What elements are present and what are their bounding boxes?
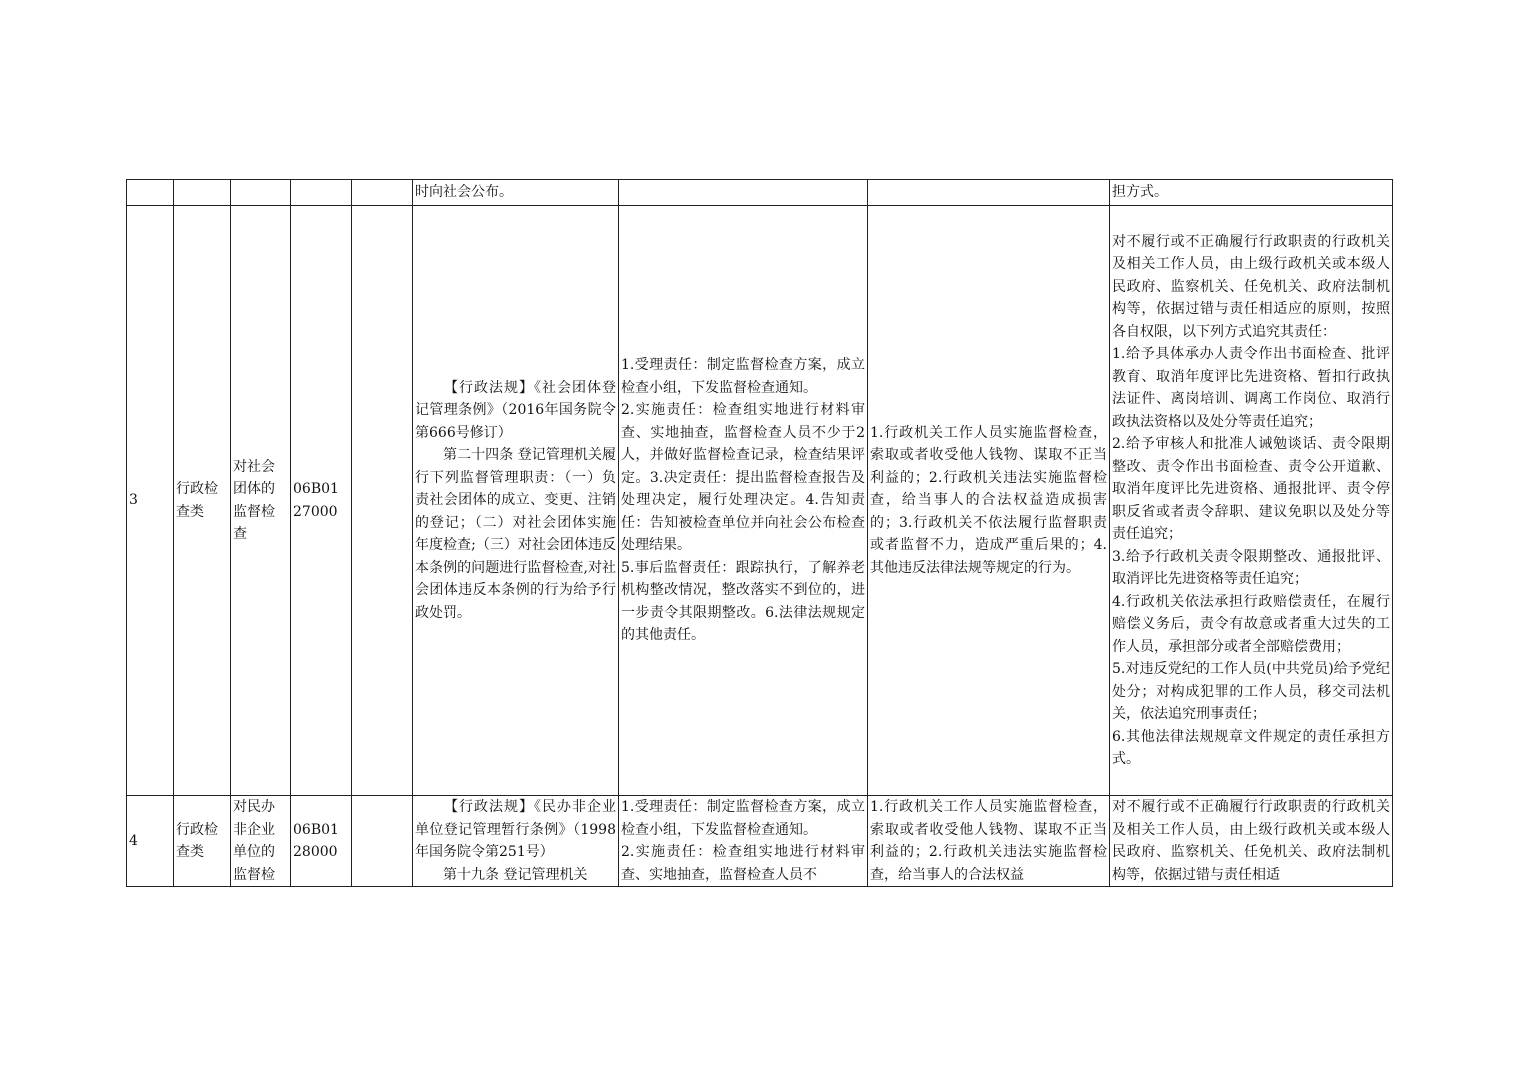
cell-basis: 时向社会公布。 <box>413 180 619 206</box>
cell-code: 06B01 27000 <box>291 206 352 796</box>
cell-situations <box>868 180 1110 206</box>
cell-accountability: 担方式。 <box>1110 180 1393 206</box>
cell-duties <box>619 180 868 206</box>
cell-item: 对社会团体的监督检查 <box>231 206 291 796</box>
cell-item <box>231 180 291 206</box>
cell-sub <box>352 206 413 796</box>
basis-title: 【行政法规】《民办非企业单位登记管理暂行条例》（1998年国务院令第251号） <box>415 799 616 860</box>
cell-basis <box>413 206 619 796</box>
table-row <box>127 796 1393 887</box>
cell-code <box>291 180 352 206</box>
cell-situations: 1.行政机关工作人员实施监督检查，索取或者收受他人钱物、谋取不正当利益的；2.行政机关违法实施监督检查，给当事人的合法权益 <box>868 796 1110 887</box>
cell-no <box>127 180 174 206</box>
basis-title: 【行政法规】《社会团体登记管理条例》（2016年国务院令第666号修订） <box>415 379 616 441</box>
cell-category: 行政检查类 <box>174 796 231 887</box>
responsibility-table <box>126 179 1393 887</box>
cell-no: 4 <box>127 796 174 887</box>
cell-item: 对民办非企业单位的监督检 <box>231 796 291 887</box>
cell-situations: 1.行政机关工作人员实施监督检查，索取或者收受他人钱物、谋取不正当利益的；2.行政机关违法实施监督检查，给当事人的合法权益造成损害的；3.行政机关不依法履行监督职责或者监督不力，造成严重后果的；4.其他违反法律法规等规定的行为。 <box>868 206 1110 796</box>
cell-duties: 1.受理责任：制定监督检查方案，成立检查小组，下发监督检查通知。 2.实施责任：检查组实地进行材料审查、实地抽查，监督检查人员不 <box>619 796 868 887</box>
basis-article: 第二十四条 登记管理机关履行下列监督管理职责：（一）负责社会团体的成立、变更、注销的登记；（二）对社会团体实施年度检查;（三）对社会团体违反本条例的问题进行监督检查,对社会团体违反本条例的行为给予行政处罚。 <box>415 447 616 621</box>
cell-sub <box>352 180 413 206</box>
table-row <box>127 206 1393 796</box>
cell-sub <box>352 796 413 887</box>
cell-code: 06B01 28000 <box>291 796 352 887</box>
cell-no: 3 <box>127 206 174 796</box>
cell-basis <box>413 796 619 887</box>
cell-accountability: 对不履行或不正确履行行政职责的行政机关及相关工作人员，由上级行政机关或本级人民政府、监察机关、任免机关、政府法制机构等，依据过错与责任相适应的原则，按照各自权限，以下列方式追究其责任： 1.给予具体承办人责令作出书面检查、批评教育、取消年度评比先进资格、暂扣行政执法证件、离岗培训、调离工作岗位、取消行政执法资格以及处分等责任追究； 2.给予审核人和批准人诫勉谈话、责令限期整改、责令作出书面检查、责令公开道歉、取消年度评比先进资格、通报批评、责令停职反省或者责令辞职、建议免职以及处分等责任追究； 3.给予行政机关责令限期整改、通报批评、取消评比先进资格等责任追究； 4.行政机关依法承担行政赔偿责任，在履行赔偿义务后，责令有故意或者重大过失的工作人员，承担部分或者全部赔偿费用； 5.对违反党纪的工作人员(中共党员)给予党纪处分；对构成犯罪的工作人员，移交司法机关，依法追究刑事责任； 6.其他法律法规规章文件规定的责任承担方式。 <box>1110 206 1393 796</box>
cell-duties: 1.受理责任：制定监督检查方案，成立检查小组，下发监督检查通知。 2.实施责任：检查组实地进行材料审查、实地抽查，监督检查人员不少于2人，并做好监督检查记录，检查结果评定。3.决定责任：提出监督检查报告及处理决定，履行处理决定。4.告知责任：告知被检查单位并向社会公布检查处理结果。 5.事后监督责任：跟踪执行，了解养老机构整改情况，整改落实不到位的，进一步责令其限期整改。6.法律法规规定的其他责任。 <box>619 206 868 796</box>
cell-accountability: 对不履行或不正确履行行政职责的行政机关及相关工作人员，由上级行政机关或本级人民政府、监察机关、任免机关、政府法制机构等，依据过错与责任相适 <box>1110 796 1393 887</box>
cell-category <box>174 180 231 206</box>
table-row <box>127 180 1393 206</box>
cell-category: 行政检查类 <box>174 206 231 796</box>
basis-article: 第十九条 登记管理机关 <box>443 866 588 883</box>
